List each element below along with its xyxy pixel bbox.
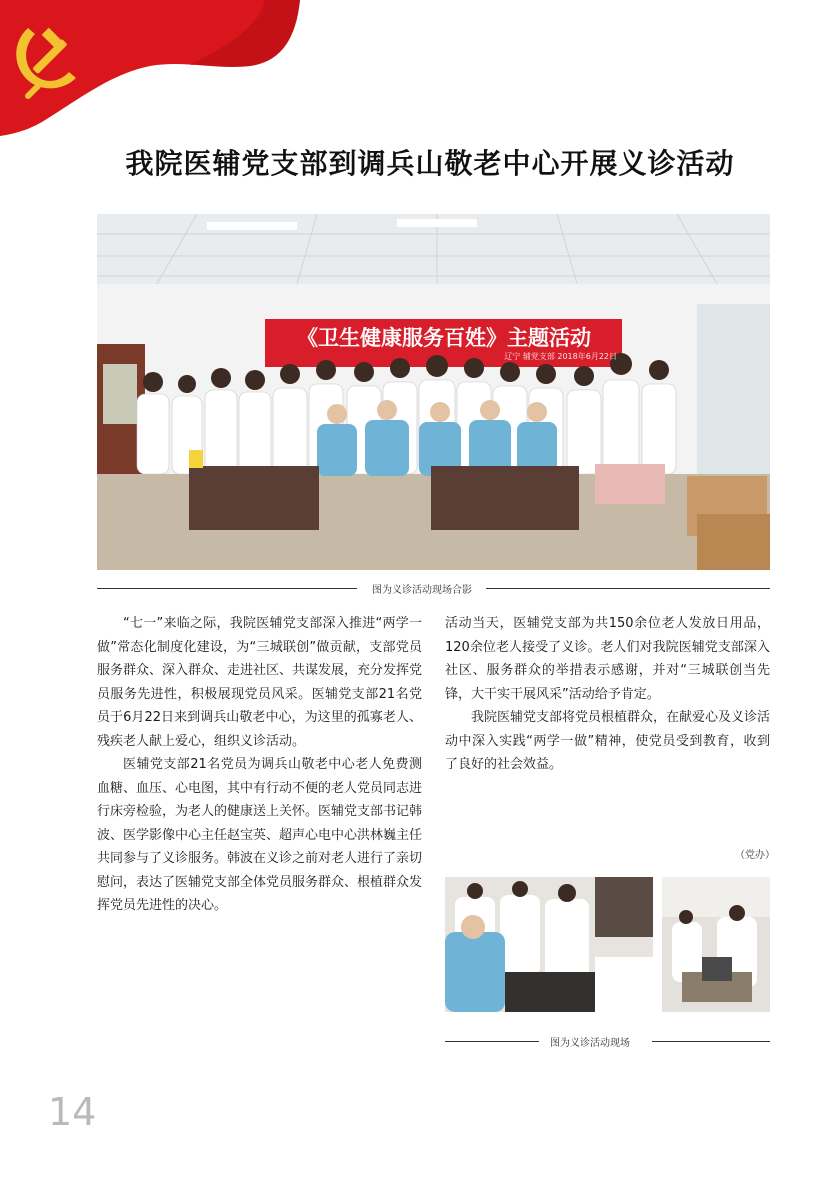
banner-title: 《卫生健康服务百姓》主题活动 — [297, 326, 591, 350]
clinic-photo-1 — [445, 877, 653, 1012]
clinic-photo-2 — [662, 877, 770, 1012]
paragraph: 医辅党支部21名党员为调兵山敬老中心老人免费测血糖、血压、心电图，其中有行动不便的老人党员同志进行床旁检验，为老人的健康送上关怀。医辅党支部书记韩波、医学影像中心主任赵宝英、超声心电中心洪林巍主任共同参与了义诊服务。韩波在义诊之前对老人进行了亲切慰问，表达了医辅党支部全体党员服务群众、根植群众发挥党员先进性的决心。 — [97, 757, 423, 913]
small-photo-caption: 图为义诊活动现场 — [550, 1038, 630, 1049]
caption-divider-right-small — [652, 1041, 770, 1042]
banner-subtitle: 辽宁 辅党支部 2018年6月22日 — [504, 352, 617, 361]
caption-divider-left-small — [445, 1041, 539, 1042]
body-column-right — [445, 612, 770, 777]
caption-divider-left — [97, 588, 357, 589]
page-number: 14 — [48, 1090, 97, 1134]
article-title: 我院医辅党支部到调兵山敬老中心开展义诊活动 — [125, 147, 735, 180]
paragraph: 我院医辅党支部将党员根植群众，在献爱心及义诊活动中深入实践“两学一做”精神，使党员受到教育，收到了良好的社会效益。 — [445, 710, 771, 772]
author-credit: （党办） — [735, 850, 775, 861]
main-photo-caption: 图为义诊活动现场合影 — [372, 585, 472, 596]
paragraph: “七一”来临之际，我院医辅党支部深入推进“两学一做”常态化制度化建设，为“三城联创”做贡献，支部党员服务群众、深入群众、走进社区、共谋发展，充分发挥党员服务先进性，积极展现党员风采。医辅党支部21名党员于6月22日来到调兵山敬老中心，为这里的孤寡老人、残疾老人献上爱心，组织义诊活动。 — [97, 616, 423, 749]
group-photo — [97, 214, 770, 570]
paragraph: 活动当天，医辅党支部为共150余位老人发放日用品，120余位老人接受了义诊。老人们对我院医辅党支部深入社区、服务群众的举措表示感谢，并对“三城联创当先锋，大干实干展风采”活动给予肯定。 — [445, 616, 770, 702]
body-column-left — [97, 612, 422, 918]
party-flag-banner — [0, 0, 300, 140]
caption-divider-right — [486, 588, 770, 589]
